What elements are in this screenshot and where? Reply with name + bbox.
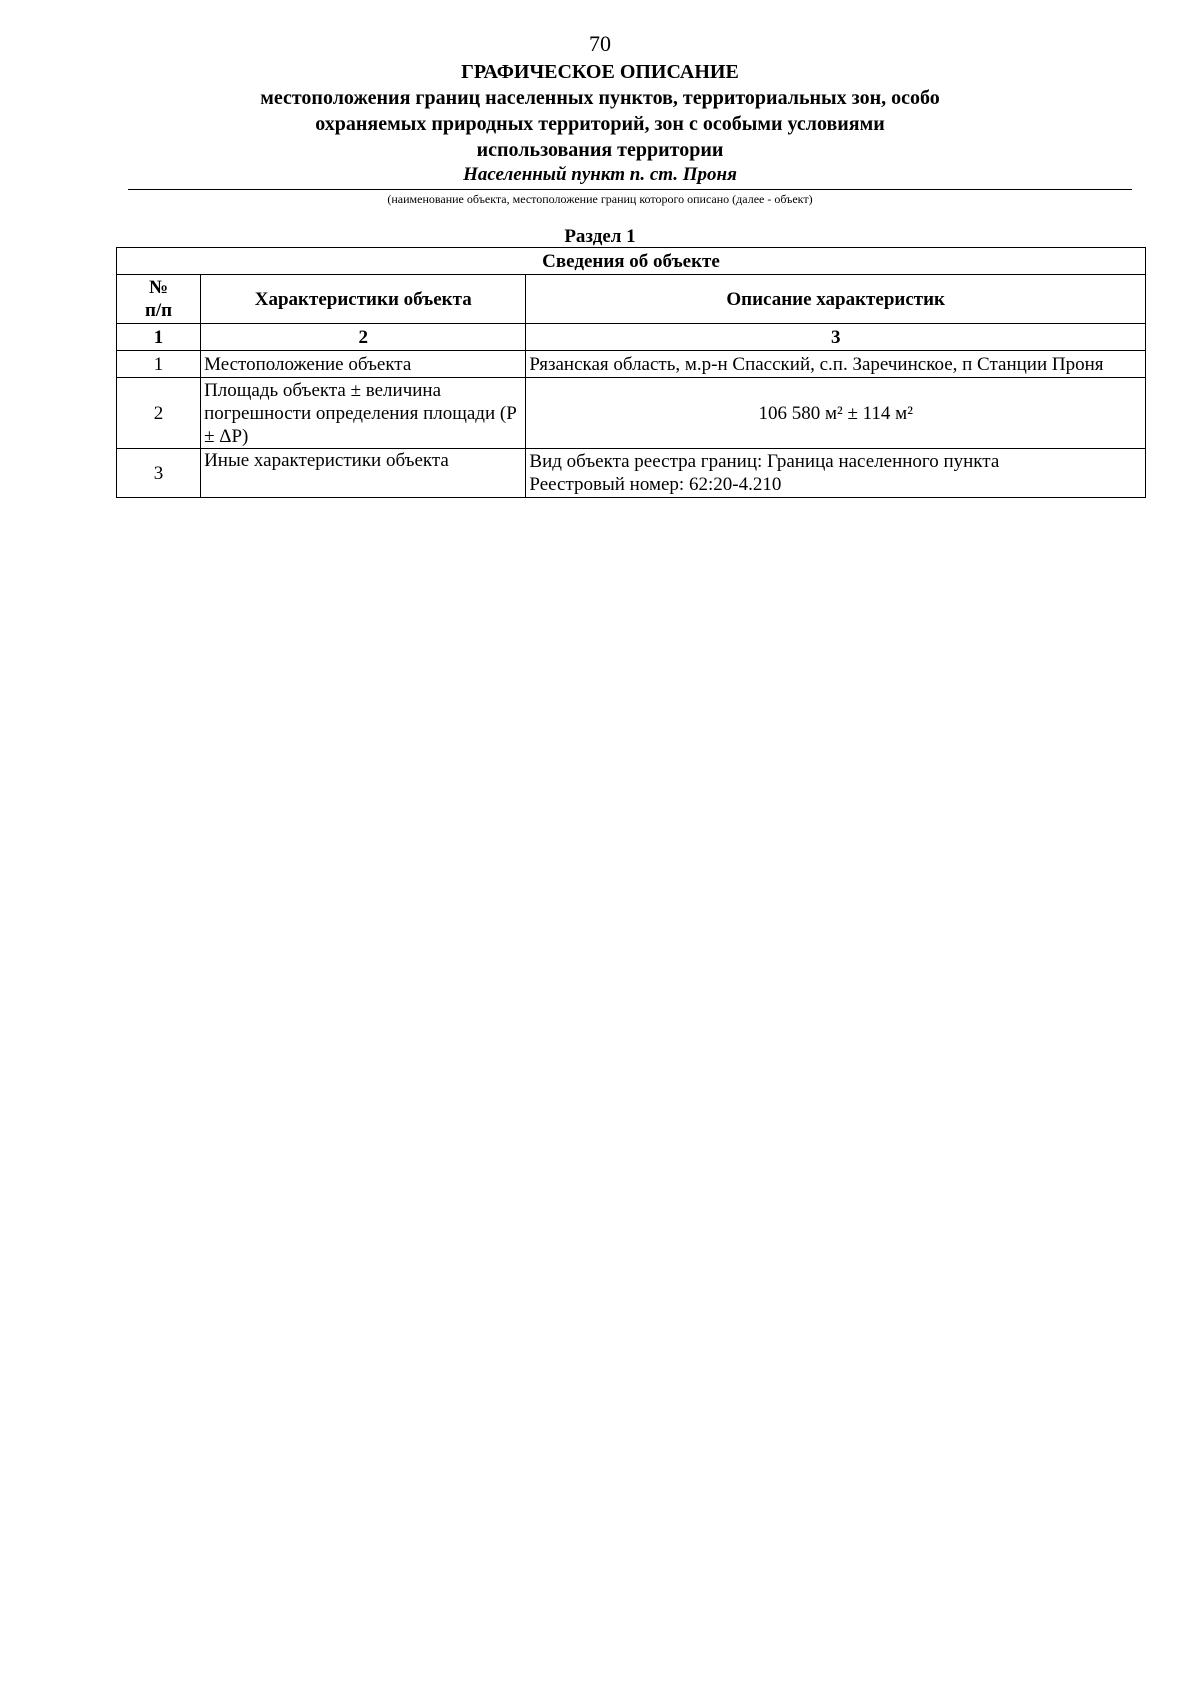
table-row: [117, 378, 1146, 449]
column-numbers-row: [117, 324, 1146, 351]
object-info-table: [116, 247, 1146, 498]
column-number-2: 2: [201, 324, 526, 351]
column-header-characteristic: Характеристики объекта: [201, 275, 526, 324]
table-row: [117, 351, 1146, 378]
column-number-1: 1: [117, 324, 201, 351]
row-number: 3: [117, 449, 201, 498]
document-subtitle: местоположения границ населенных пунктов, территориальных зон, особо охраняемых природных территорий, зон с особыми условиями использования территории: [260, 87, 940, 161]
table-header-row: [117, 275, 1146, 324]
object-name: Населенный пункт п. ст. Проня: [463, 164, 737, 185]
row-characteristic: Местоположение объекта: [201, 351, 526, 378]
object-name-underline: [128, 189, 1132, 190]
object-name-caption: (наименование объекта, местоположение границ которого описано (далее - объект): [387, 192, 813, 206]
row-characteristic: Иные характеристики объекта: [201, 449, 526, 498]
table-row: [117, 449, 1146, 498]
column-number-3: 3: [526, 324, 1146, 351]
section-title: Раздел 1: [564, 226, 636, 247]
row-number: 1: [117, 351, 201, 378]
table-caption-row: [117, 248, 1146, 275]
page-number: 70: [589, 31, 611, 56]
table-caption: Сведения об объекте: [117, 248, 1146, 275]
row-number: 2: [117, 378, 201, 449]
column-header-description: Описание характеристик: [526, 275, 1146, 324]
row-description: Вид объекта реестра границ: Граница населенного пункта Реестровый номер: 62:20-4.210: [526, 449, 1146, 498]
row-description: Рязанская область, м.р-н Спасский, с.п. Заречинское, п Станции Проня: [526, 351, 1146, 378]
column-header-number: № п/п: [117, 275, 201, 324]
document-title: ГРАФИЧЕСКОЕ ОПИСАНИЕ: [461, 61, 739, 83]
row-characteristic: Площадь объекта ± величина погрешности определения площади (Р ± ΔР): [201, 378, 526, 449]
row-description: 106 580 м² ± 114 м²: [526, 378, 1146, 449]
